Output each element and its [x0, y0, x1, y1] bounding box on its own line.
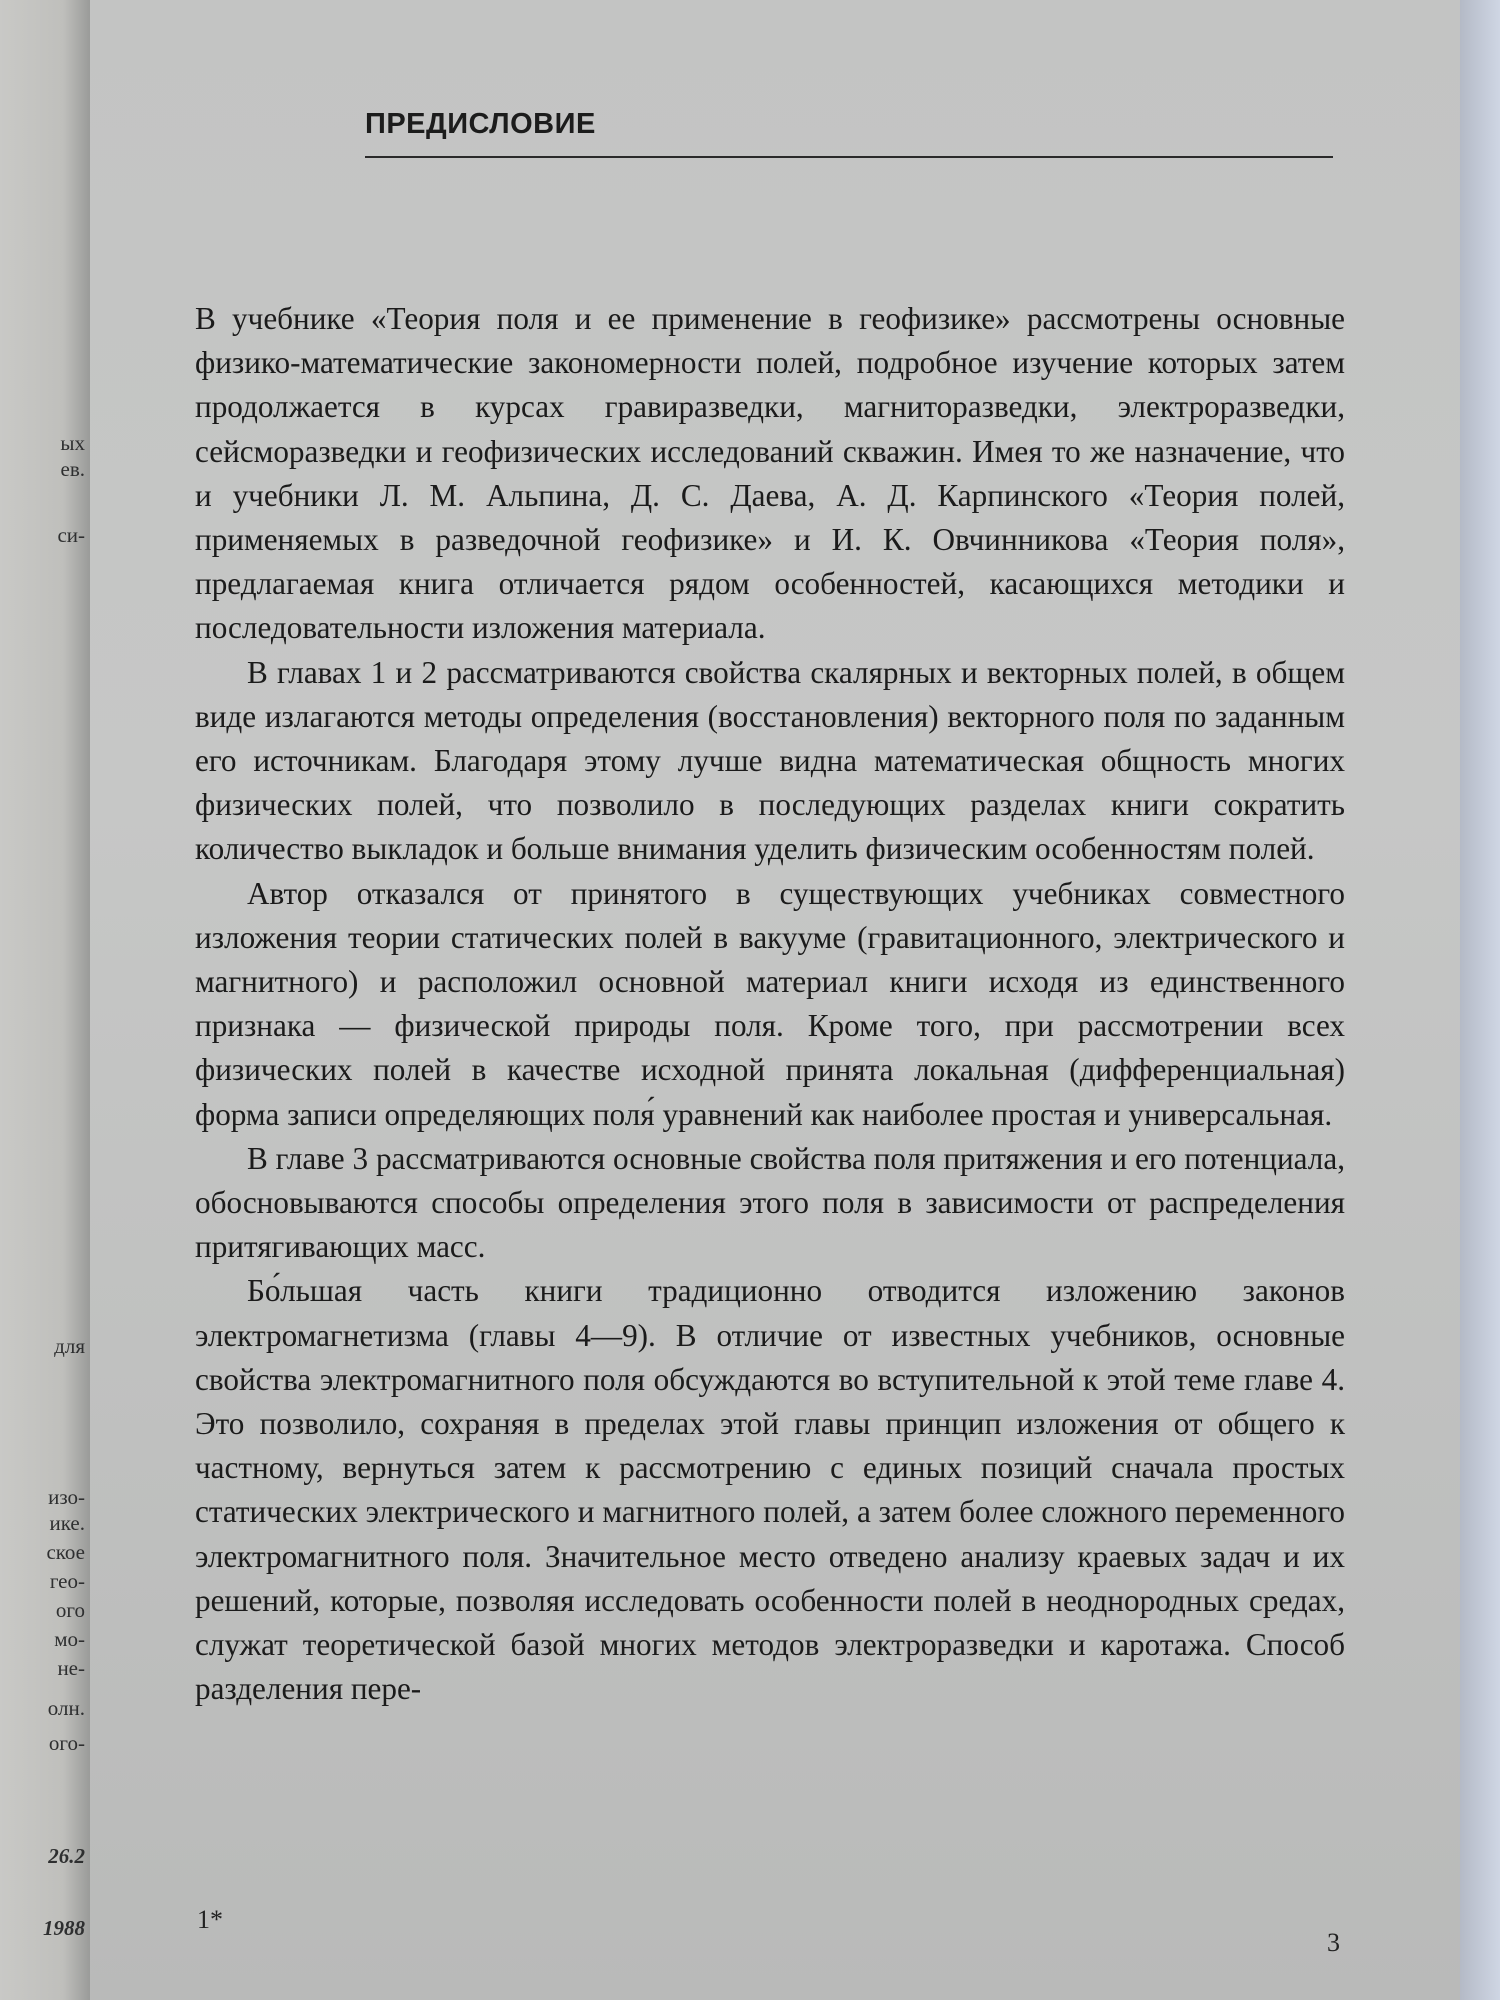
paragraph: В главе 3 рассматриваются основные свойства поля притяжения и его потенциала, обосновываются способы определения этого поля в зависимости от распределения притягивающих масс. — [195, 1140, 1345, 1265]
left-fragment: изо- — [48, 1485, 85, 1509]
left-fragment: олн. — [47, 1696, 85, 1720]
left-fragment: ого — [55, 1598, 85, 1622]
left-fragment: для — [54, 1334, 85, 1358]
paragraph: Бо́льшая часть книги традиционно отводится изложению законов электромагнетизма (главы 4—9). В отличие от известных учебников, основные свойства электромагнитного поля обсуждаются во вступительной к этой теме главе 4. Это позволило, сохраняя в пределах этой главы принцип изложения от общего к частному, вернуться затем к рассмотрению с единых позиций сначала простых статических электрического и магнитного полей, а затем более сложного переменного электромагнитного поля. Значительное место отведено анализу краевых задач и их решений, которые, позволяя исследовать особенности полей в неоднородных средах, служат теоретической базой многих методов электроразведки и каротажа. Способ разделения пере- — [195, 1273, 1345, 1707]
left-fragment: не- — [57, 1656, 85, 1680]
paragraph: В главах 1 и 2 рассматриваются свойства скалярных и векторных полей, в общем виде излагаются методы определения (восстановления) векторного поля по заданным его источникам. Благодаря этому лучше видна математическая общность многих физических полей, что позволило в последующих разделах книги сократить количество выкладок и больше внимания уделить физическим особенностям полей. — [195, 654, 1345, 867]
left-fragment: гео- — [49, 1569, 85, 1593]
left-fragment: ых — [60, 431, 85, 455]
left-fragment: си- — [57, 523, 85, 547]
left-fragment: 26.2 — [48, 1844, 85, 1868]
body-text — [195, 297, 1345, 1917]
left-fragment: ское — [46, 1540, 85, 1564]
page-number: 3 — [1327, 1928, 1340, 1957]
title-rule — [365, 156, 1333, 158]
left-fragment: ев. — [60, 457, 85, 481]
left-fragment: ого- — [48, 1731, 85, 1755]
paragraph: Автор отказался от принятого в существующих учебниках совместного изложения теории статических полей в вакууме (гравитационного, электрического и магнитного) и расположил основной материал книги исходя из единственного признака — физической природы поля. Кроме того, при рассмотрении всех физических полей в качестве исходной принята локальная (дифференциальная) форма записи определяющих поля́ уравнений как наиболее простая и универсальная. — [195, 875, 1345, 1132]
book-page — [90, 0, 1460, 2000]
paragraph: В учебнике «Теория поля и ее применение в геофизике» рассмотрены основные физико-математические закономерности полей, подробное изучение которых затем продолжается в курсах гравиразведки, магниторазведки, электроразведки, сейсморазведки и геофизических исследований скважин. Имея то же назначение, что и учебники Л. М. Альпина, Д. С. Даева, А. Д. Карпинского «Теория полей, применяемых в разведочной геофизике» и И. К. Овчинникова «Теория поля», предлагаемая книга отличается рядом особенностей, касающихся методики и последовательности изложения материала. — [195, 301, 1345, 646]
left-fragment: ике. — [49, 1511, 85, 1535]
left-page-edge — [0, 0, 90, 2000]
left-fragment: мо- — [54, 1627, 85, 1651]
right-edge — [1460, 0, 1500, 2000]
page-title: ПРЕДИСЛОВИЕ — [365, 108, 596, 140]
left-fragment: 1988 — [43, 1916, 85, 1940]
signature-mark: 1* — [197, 1905, 223, 1934]
